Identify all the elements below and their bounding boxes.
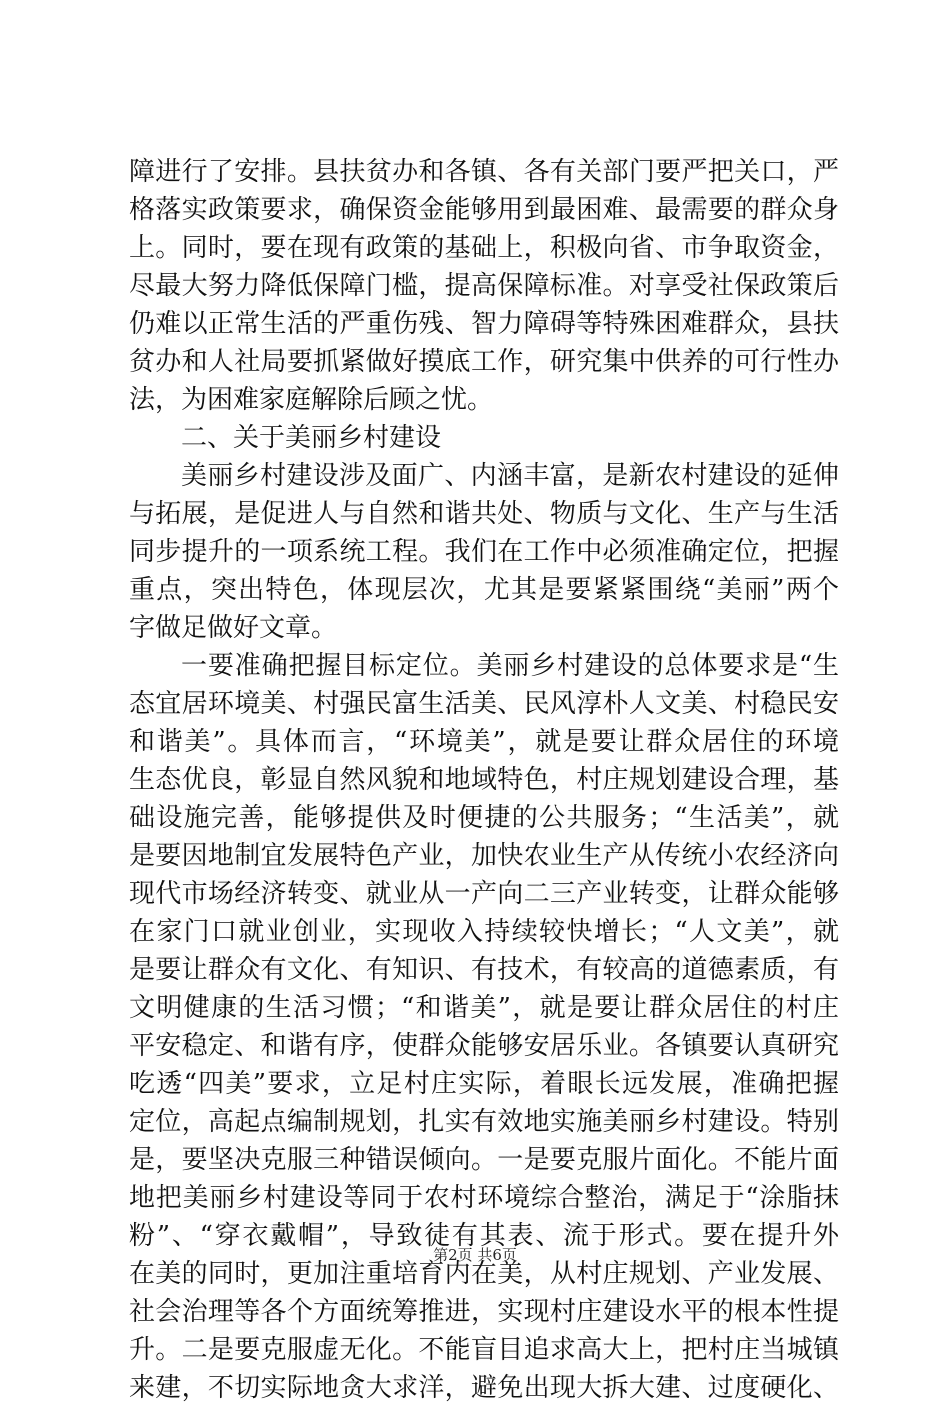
- text-line-27: 是，要坚决克服三种错误倾向。一是要克服片面化。不能片面: [129, 1145, 839, 1175]
- text-line-22: 是要让群众有文化、有知识、有技术，有较高的道德素质，有: [129, 955, 839, 985]
- text-line-16: 和谐美”。具体而言，“环境美”，就是要让群众居住的环境: [129, 727, 839, 757]
- text-line-10: 与拓展，是促进人与自然和谐共处、物质与文化、生产与生活: [129, 499, 839, 529]
- text-line-28: 地把美丽乡村建设等同于农村环境综合整治，满足于“涂脂抹: [129, 1183, 839, 1213]
- text-line-33: 来建，不切实际地贪大求洋，避免出现大拆大建、过度硬化、: [129, 1373, 839, 1403]
- text-line-32: 升。二是要克服虚无化。不能盲目追求高大上，把村庄当城镇: [129, 1335, 839, 1365]
- text-line-30: 在美的同时，更加注重培育内在美，从村庄规划、产业发展、: [129, 1259, 839, 1289]
- text-line-11: 同步提升的一项系统工程。我们在工作中必须准确定位，把握: [129, 537, 839, 567]
- text-line-20: 现代市场经济转变、就业从一产向二三产业转变，让群众能够: [129, 879, 839, 909]
- text-line-18: 础设施完善，能够提供及时便捷的公共服务；“生活美”，就: [129, 803, 839, 833]
- text-line-26: 定位，高起点编制规划，扎实有效地实施美丽乡村建设。特别: [129, 1107, 839, 1137]
- text-line-7: 法，为困难家庭解除后顾之忧。: [129, 385, 494, 415]
- text-line-15: 态宜居环境美、村强民富生活美、民风淳朴人文美、村稳民安: [129, 689, 839, 719]
- text-line-2: 格落实政策要求，确保资金能够用到最困难、最需要的群众身: [129, 195, 839, 225]
- text-line-14: 一要准确把握目标定位。美丽乡村建设的总体要求是“生: [181, 651, 839, 681]
- text-line-29: 粉”、“穿衣戴帽”，导致徒有其表、流于形式。要在提升外: [129, 1221, 839, 1251]
- text-line-9: 美丽乡村建设涉及面广、内涵丰富，是新农村建设的延伸: [181, 461, 839, 491]
- text-line-6: 贫办和人社局要抓紧做好摸底工作，研究集中供养的可行性办: [129, 347, 839, 377]
- text-line-25: 吃透“四美”要求，立足村庄实际，着眼长远发展，准确把握: [129, 1069, 839, 1099]
- section-heading: 二、关于美丽乡村建设: [181, 423, 442, 453]
- text-line-21: 在家门口就业创业，实现收入持续较快增长；“人文美”，就: [129, 917, 839, 947]
- text-line-19: 是要因地制宜发展特色产业，加快农业生产从传统小农经济向: [129, 841, 839, 871]
- text-line-17: 生态优良，彰显自然风貌和地域特色，村庄规划建设合理，基: [129, 765, 839, 795]
- text-line-12: 重点，突出特色，体现层次，尤其是要紧紧围绕“美丽”两个: [129, 575, 839, 605]
- text-line-13: 字做足做好文章。: [129, 613, 338, 643]
- text-line-24: 平安稳定、和谐有序，使群众能够安居乐业。各镇要认真研究: [129, 1031, 839, 1061]
- text-line-31: 社会治理等各个方面统筹推进，实现村庄建设水平的根本性提: [129, 1297, 839, 1327]
- text-line-4: 尽最大努力降低保障门槛，提高保障标准。对享受社保政策后: [129, 271, 839, 301]
- body-text: [129, 153, 839, 1407]
- text-line-1: 障进行了安排。县扶贫办和各镇、各有关部门要严把关口，严: [129, 157, 839, 187]
- text-line-23: 文明健康的生活习惯；“和谐美”，就是要让群众居住的村庄: [129, 993, 839, 1023]
- text-line-3: 上。同时，要在现有政策的基础上，积极向省、市争取资金，: [129, 233, 839, 263]
- text-line-5: 仍难以正常生活的严重伤残、智力障碍等特殊困难群众，县扶: [129, 309, 839, 339]
- page-footer: 第2页 共6页: [433, 1246, 517, 1264]
